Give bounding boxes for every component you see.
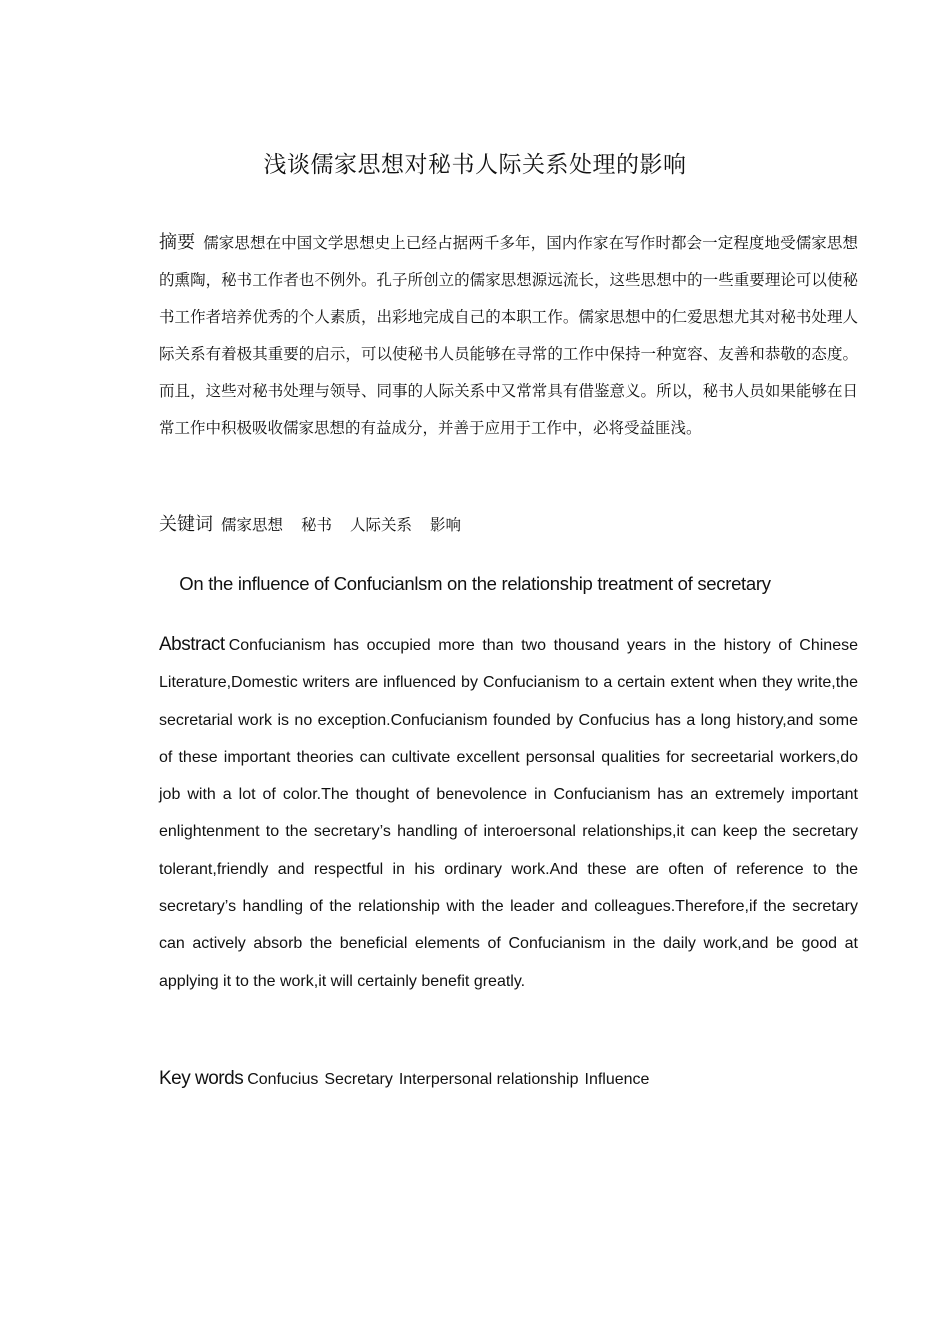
chinese-abstract	[159, 224, 858, 447]
english-keyword: Secretary	[324, 1071, 393, 1088]
english-keyword: Confucius	[247, 1071, 319, 1088]
chinese-abstract-label: 摘要	[159, 232, 196, 253]
english-keyword: Influence	[584, 1071, 650, 1088]
english-keyword: Interpersonal relationship	[398, 1071, 579, 1088]
chinese-keyword: 儒家思想	[221, 516, 284, 534]
chinese-keyword: 影响	[430, 516, 462, 534]
chinese-title: 浅谈儒家思想对秘书人际关系处理的影响	[263, 152, 687, 178]
english-abstract-label: Abstract	[159, 634, 225, 655]
chinese-keywords-label: 关键词	[159, 514, 213, 535]
english-keywords-label: Key words	[159, 1068, 244, 1089]
english-abstract-text: Confucianism has occupied more than two thousand years in the history of Chinese Literature,Domestic writers are influenced by Confucianism to a certain extent when they write,the secretarial work is no exception.Confucianism founded by Confucius has a long history,and some of these important theories can cultivate excellent personsal qualities for secreetarial workers,do job with a lot of color.The thought of benevolence in Confucianism has an extremely important enlightenment to the secretary’s handling of interoersonal relationships,it can keep the secretary tolerant,friendly and respectful in his ordinary work.And these are often of reference to the secretary’s handling of the relationship with the leader and colleagues.Therefore,if the secretary can actively absorb the beneficial elements of Confucianism in the daily work,and be good at applying it to the work,it will certainly benefit greatly.	[159, 637, 858, 990]
english-keywords	[159, 1060, 858, 1098]
chinese-abstract-text: 儒家思想在中国文学思想史上已经占据两千多年，国内作家在写作时都会一定程度地受儒家思想的熏陶，秘书工作者也不例外。孔子所创立的儒家思想源远流长，这些思想中的一些重要理论可以使秘书工作者培养优秀的个人素质，出彩地完成自己的本职工作。儒家思想中的仁爱思想尤其对秘书处理人际关系有着极其重要的启示，可以使秘书人员能够在寻常的工作中保持一种宽容、友善和恭敬的态度。而且，这些对秘书处理与领导、同事的人际关系中又常常具有借鉴意义。所以，秘书人员如果能够在日常工作中积极吸收儒家思想的有益成分，并善于应用于工作中，必将受益匪浅。	[159, 234, 858, 437]
chinese-keywords	[159, 506, 858, 544]
english-abstract	[159, 626, 858, 1000]
english-title: On the influence of Confucianlsm on the relationship treatment of secretary	[179, 573, 771, 594]
chinese-keyword: 人际关系	[350, 516, 413, 534]
chinese-keyword: 秘书	[301, 516, 333, 534]
